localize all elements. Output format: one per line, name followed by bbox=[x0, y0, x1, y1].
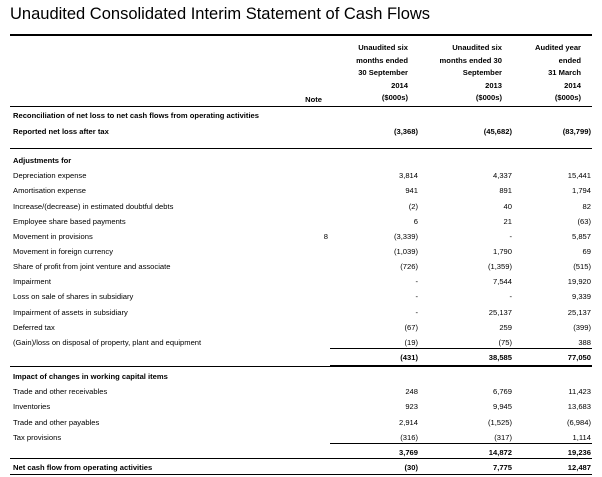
table-row bbox=[10, 289, 592, 304]
cell-six-months-2014: 3,769 bbox=[398, 448, 418, 457]
row-label: Movement in foreign currency bbox=[13, 247, 114, 256]
cell-six-months-2014: (726) bbox=[400, 262, 418, 271]
table-row bbox=[10, 320, 592, 335]
cell-year-2014: (515) bbox=[573, 262, 591, 271]
statement-title: Unaudited Consolidated Interim Statement of Cash Flows bbox=[10, 5, 431, 23]
row-label: Amortisation expense bbox=[13, 186, 87, 195]
cell-six-months-2013: (317) bbox=[494, 433, 512, 442]
cell-six-months-2013: (1,359) bbox=[487, 262, 512, 271]
table-row bbox=[10, 199, 592, 214]
row-label: Impairment of assets in subsidiary bbox=[13, 308, 128, 317]
cell-year-2014: 5,857 bbox=[571, 232, 591, 241]
cell-six-months-2013: 1,790 bbox=[492, 247, 512, 256]
table-row bbox=[10, 153, 592, 168]
cell-year-2014: 13,683 bbox=[567, 402, 591, 411]
cell-six-months-2013: - bbox=[509, 232, 512, 241]
column-header-line: Audited year bbox=[535, 43, 581, 52]
table-row bbox=[10, 229, 592, 244]
cell-six-months-2014: 6 bbox=[413, 217, 418, 226]
cell-year-2014: 9,339 bbox=[571, 292, 591, 301]
cell-six-months-2013: 21 bbox=[503, 217, 512, 226]
cell-six-months-2014: (67) bbox=[404, 323, 418, 332]
column-header-six-months-2013 bbox=[420, 42, 502, 105]
column-header-six-months-2014 bbox=[330, 42, 408, 105]
table-row bbox=[10, 350, 592, 365]
row-label: Adjustments for bbox=[13, 156, 72, 165]
cell-six-months-2013: 14,872 bbox=[488, 448, 512, 457]
column-header-line: 2014 bbox=[564, 80, 581, 90]
column-header-line: Unaudited six bbox=[358, 43, 408, 52]
column-header-line: September bbox=[462, 68, 502, 78]
section-rule bbox=[10, 148, 592, 149]
cell-six-months-2013: 38,585 bbox=[488, 353, 512, 362]
section-rule bbox=[10, 366, 592, 367]
cell-six-months-2014: (19) bbox=[404, 338, 418, 347]
table-row bbox=[10, 384, 592, 399]
title-rule bbox=[10, 34, 592, 36]
column-header-note: Note bbox=[305, 95, 322, 104]
row-label: Depreciation expense bbox=[13, 171, 87, 180]
table-row bbox=[10, 305, 592, 320]
cell-six-months-2014: 3,814 bbox=[398, 171, 418, 180]
cell-six-months-2013: - bbox=[509, 292, 512, 301]
cell-six-months-2013: 7,544 bbox=[492, 277, 512, 286]
column-header-line: months ended bbox=[356, 55, 408, 65]
row-label: Loss on sale of shares in subsidiary bbox=[13, 292, 134, 301]
cell-year-2014: 82 bbox=[582, 202, 591, 211]
column-header-line: 30 September bbox=[358, 68, 408, 78]
cell-year-2014: (6,984) bbox=[566, 418, 591, 427]
table-row bbox=[10, 168, 592, 183]
cell-year-2014: 69 bbox=[582, 247, 591, 256]
row-label: Tax provisions bbox=[13, 433, 62, 442]
cell-year-2014: 77,050 bbox=[567, 353, 591, 362]
cell-six-months-2013: (45,682) bbox=[483, 127, 512, 136]
cell-six-months-2013: (1,525) bbox=[487, 418, 512, 427]
table-row bbox=[10, 415, 592, 430]
cell-year-2014: (399) bbox=[573, 323, 591, 332]
cell-year-2014: 15,441 bbox=[567, 171, 591, 180]
row-label: Share of profit from joint venture and associate bbox=[13, 262, 171, 271]
cell-six-months-2013: (75) bbox=[498, 338, 512, 347]
cell-six-months-2014: 2,914 bbox=[398, 418, 418, 427]
table-row bbox=[10, 274, 592, 289]
cell-year-2014: 1,114 bbox=[572, 433, 591, 442]
cell-six-months-2014: (1,039) bbox=[393, 247, 418, 256]
table-row bbox=[10, 460, 592, 475]
column-header-line: 2014 bbox=[391, 80, 408, 90]
subtotal-top-rule bbox=[330, 348, 592, 349]
column-header-line: 2013 bbox=[485, 80, 502, 90]
cell-year-2014: (63) bbox=[577, 217, 591, 226]
column-header-line: ended bbox=[558, 55, 581, 65]
table-row bbox=[10, 399, 592, 414]
column-header-line: ($000s) bbox=[475, 93, 502, 103]
column-header-line: ($000s) bbox=[554, 93, 581, 103]
table-row bbox=[10, 214, 592, 229]
row-label: Trade and other receivables bbox=[13, 387, 108, 396]
cell-six-months-2014: (2) bbox=[408, 202, 418, 211]
cell-six-months-2013: 40 bbox=[503, 202, 512, 211]
cell-year-2014: 19,236 bbox=[567, 448, 591, 457]
column-header-line: ($000s) bbox=[381, 93, 408, 103]
column-header-line: months ended 30 bbox=[439, 55, 502, 65]
cell-six-months-2013: 7,775 bbox=[492, 463, 512, 472]
table-row bbox=[10, 124, 592, 139]
row-label: Net cash flow from operating activities bbox=[13, 463, 153, 472]
row-label: Inventories bbox=[13, 402, 51, 411]
row-label: Impairment bbox=[13, 277, 51, 286]
cell-year-2014: 1,794 bbox=[571, 186, 591, 195]
cell-six-months-2014: (3,368) bbox=[393, 127, 418, 136]
cell-six-months-2014: - bbox=[415, 277, 418, 286]
cell-year-2014: 388 bbox=[578, 338, 591, 347]
row-label: Employee share based payments bbox=[13, 217, 126, 226]
column-header-year-2014 bbox=[510, 42, 581, 105]
cell-year-2014: 12,487 bbox=[567, 463, 591, 472]
subtotal-top-rule bbox=[330, 443, 592, 444]
cell-year-2014: 11,423 bbox=[568, 387, 591, 396]
cell-six-months-2014: - bbox=[415, 308, 418, 317]
row-label: Deferred tax bbox=[13, 323, 55, 332]
row-note: 8 bbox=[323, 232, 328, 241]
row-label: Reported net loss after tax bbox=[13, 127, 109, 136]
cell-six-months-2014: (3,339) bbox=[393, 232, 418, 241]
row-label: Trade and other payables bbox=[13, 418, 100, 427]
table-row bbox=[10, 108, 592, 123]
cell-six-months-2014: 923 bbox=[405, 402, 418, 411]
cell-six-months-2014: - bbox=[415, 292, 418, 301]
cell-six-months-2013: 4,337 bbox=[492, 171, 512, 180]
cell-year-2014: 25,137 bbox=[567, 308, 591, 317]
total-top-rule bbox=[10, 458, 592, 459]
row-label: Movement in provisions bbox=[13, 232, 93, 241]
cell-six-months-2014: (316) bbox=[400, 433, 418, 442]
cell-six-months-2013: 6,769 bbox=[492, 387, 512, 396]
cell-six-months-2014: 248 bbox=[405, 387, 418, 396]
table-row bbox=[10, 369, 592, 384]
column-header-line: Unaudited six bbox=[452, 43, 502, 52]
cell-year-2014: 19,920 bbox=[567, 277, 591, 286]
table-row bbox=[10, 183, 592, 198]
row-label: (Gain)/loss on disposal of property, plant and equipment bbox=[13, 338, 202, 347]
cell-six-months-2013: 891 bbox=[499, 186, 512, 195]
cell-six-months-2013: 25,137 bbox=[488, 308, 512, 317]
row-label: Increase/(decrease) in estimated doubtful debts bbox=[13, 202, 174, 211]
cell-year-2014: (83,799) bbox=[562, 127, 591, 136]
cell-six-months-2014: (431) bbox=[400, 353, 418, 362]
cell-six-months-2013: 9,945 bbox=[492, 402, 512, 411]
cell-six-months-2013: 259 bbox=[499, 323, 512, 332]
cell-six-months-2014: 941 bbox=[405, 186, 418, 195]
cell-six-months-2014: (30) bbox=[404, 463, 418, 472]
row-label: Impact of changes in working capital items bbox=[13, 372, 168, 381]
column-header-line: 31 March bbox=[548, 68, 581, 78]
total-bottom-rule bbox=[10, 474, 592, 475]
table-row bbox=[10, 259, 592, 274]
table-row bbox=[10, 244, 592, 259]
row-label: Reconciliation of net loss to net cash flows from operating activities bbox=[13, 111, 259, 120]
header-rule bbox=[10, 106, 592, 107]
